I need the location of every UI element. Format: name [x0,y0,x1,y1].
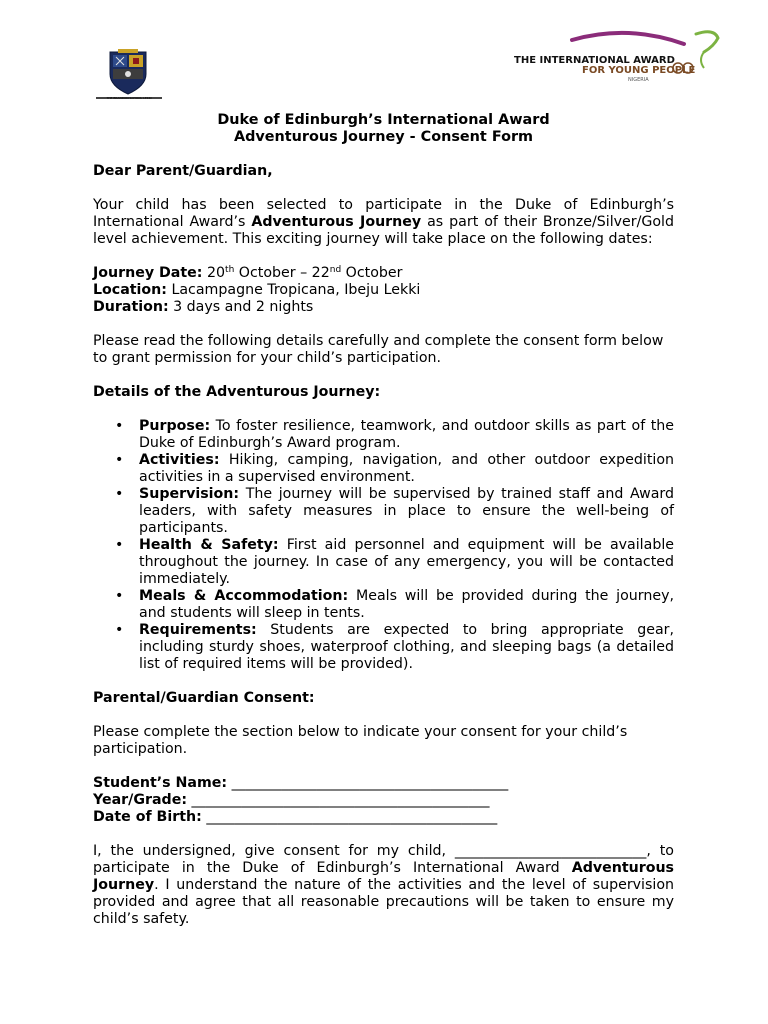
year-grade-field[interactable] [93,792,674,809]
details-list-item [93,537,674,588]
detail-label: Activities: [139,452,220,468]
detail-label: Supervision: [139,486,240,502]
award-logo-line3: NIGERIA [628,77,649,83]
location-value: Lacampagne Tropicana, Ibeju Lekki [171,282,421,298]
declaration-text-2: . I understand the nature of the activities and the level of supervision provided and agree that all reasonable precautions will be taken to ensure my child’s safety. [93,877,674,927]
detail-text: To foster resilience, teamwork, and outdoor skills as part of the Duke of Edinburgh’s Award program. [139,418,674,451]
declaration-text-1: I, the undersigned, give consent for my child, ___________________________, to participate in the Duke of Edinburgh’s International Award [93,843,674,876]
date-of-birth-label: Date of Birth: [93,809,202,825]
declaration-paragraph [93,843,674,928]
detail-label: Requirements: [139,622,257,638]
duration-label: Duration: [93,299,169,315]
details-heading: Details of the Adventurous Journey: [93,384,381,400]
year-grade-label: Year/Grade: [93,792,188,808]
bullet: • [115,588,124,604]
journey-end-sup: nd [329,265,342,275]
student-name-label: Student’s Name: [93,775,228,791]
detail-label: Meals & Accommodation: [139,588,349,604]
details-list-item [93,486,674,537]
declaration-bold: Adventurous Journey [93,860,674,893]
location-label: Location: [93,282,167,298]
detail-text: First aid personnel and equipment will be available throughout the journey. In case of any emergency, you will be contacted immediately. [139,537,674,587]
award-logo-line1: THE INTERNATIONAL AWARD [514,55,675,66]
student-name-blank[interactable]: _______________________________________ [231,775,509,791]
instructions-paragraph: Please read the following details carefully and complete the consent form below to grant permission for your child’s participation. [93,333,664,366]
detail-text: Meals will be provided during the journey, and students will sleep in tents. [139,588,675,621]
bullet: • [115,486,124,502]
intro-bold: Adventurous Journey [251,214,422,230]
journey-date-mid: October – 22 [234,265,330,281]
form-title-line2: Adventurous Journey - Consent Form [233,129,534,145]
details-list-item [93,452,674,486]
detail-text: Hiking, camping, navigation, and other outdoor expedition activities in a supervised environment. [139,452,675,485]
detail-label: Purpose: [139,418,211,434]
intro-paragraph [93,197,674,248]
details-list-item [93,418,674,452]
date-of-birth-blank[interactable]: _________________________________________ [206,809,498,825]
journey-start-day: 20 [206,265,226,281]
letter-body [93,112,674,928]
school-crest-logo [96,48,162,100]
student-name-field[interactable] [93,775,674,792]
detail-label: Health & Safety: [139,537,279,553]
duration-line [93,299,674,316]
consent-intro: Please complete the section below to indicate your consent for your child’s participation. [93,724,628,757]
location-line [93,282,674,299]
duration-value: 3 days and 2 nights [173,299,314,315]
intro-text-1: Your child has been selected to participate in the Duke of Edinburgh’s International Award’s [93,197,674,230]
international-award-logo [508,26,724,90]
consent-heading: Parental/Guardian Consent: [93,690,315,706]
details-list [93,418,674,673]
bullet: • [115,418,124,434]
bullet: • [115,537,124,553]
journey-start-sup: th [225,265,235,275]
journey-date-line [93,265,674,282]
details-list-item [93,622,674,673]
form-title-line1: Duke of Edinburgh’s International Award [217,112,550,128]
details-list-item [93,588,674,622]
journey-date-end: October [341,265,403,281]
bullet: • [115,622,124,638]
detail-text: Students are expected to bring appropriate gear, including sturdy shoes, waterproof clothing, and sleeping bags (a detailed list of required items will be provided). [139,622,674,672]
bullet: • [115,452,124,468]
year-grade-blank[interactable]: __________________________________________ [191,792,490,808]
date-of-birth-field[interactable] [93,809,674,826]
intro-text-2: as part of their Bronze/Silver/Gold level achievement. This exciting journey will take place on the following dates: [93,214,674,247]
detail-text: The journey will be supervised by trained staff and Award leaders, with safety measures in place to ensure the well-being of participants. [139,486,674,536]
salutation: Dear Parent/Guardian, [93,163,273,179]
award-logo-line2: FOR YOUNG PEOPLE [582,65,696,76]
school-crest-caption: THE BRANDON SCHOOL LEKKI [106,96,152,100]
journey-date-label: Journey Date: [93,265,203,281]
